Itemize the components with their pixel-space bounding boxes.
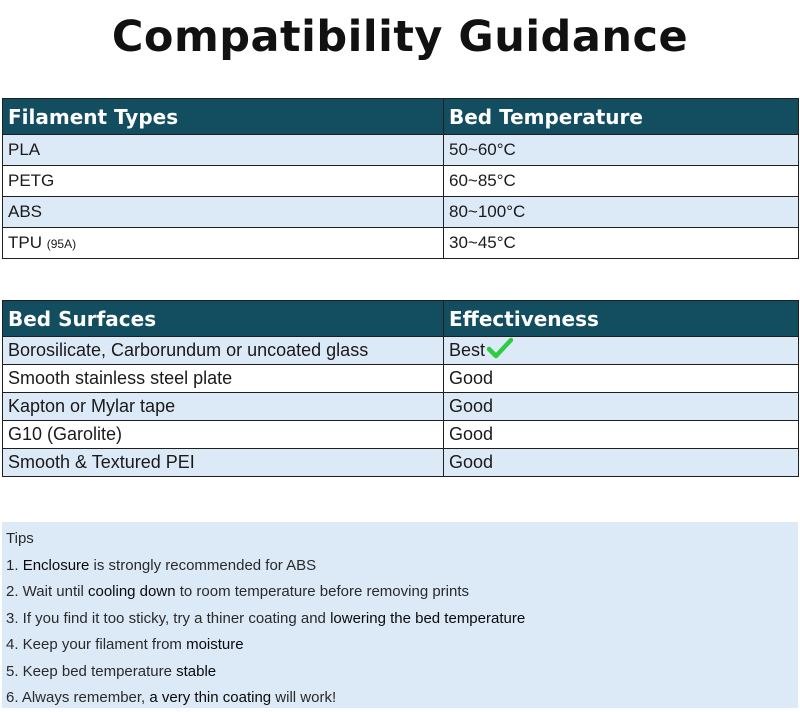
bed-temperature: 80~100°C (444, 197, 799, 228)
bed-surface-name: Smooth & Textured PEI (3, 449, 444, 477)
tips-heading: Tips (6, 530, 34, 547)
column-header-effectiveness: Effectiveness (444, 301, 799, 337)
table-row (3, 337, 799, 365)
tip-text: to room temperature before removing prints (175, 583, 470, 600)
filament-name-text: PETG (8, 171, 55, 190)
tip-item (6, 579, 794, 606)
tip-item (6, 553, 794, 580)
table-row (3, 421, 799, 449)
tip-text: 3. If you find it too sticky, try a thiner coating and (6, 609, 331, 627)
effectiveness: Good (444, 393, 799, 421)
bed-surface-name: Smooth stainless steel plate (3, 365, 444, 393)
column-header-filament-types: Filament Types (3, 99, 444, 135)
bed-surface-effectiveness-table (2, 300, 799, 477)
bed-surface-name: Borosilicate, Carborundum or uncoated glass (3, 337, 444, 365)
bed-temperature: 60~85°C (444, 166, 799, 197)
tip-text: will work! (271, 689, 337, 706)
column-header-bed-surfaces: Bed Surfaces (3, 301, 444, 337)
tip-item (6, 685, 794, 712)
filament-name (3, 197, 444, 228)
tip-item (6, 606, 794, 633)
tip-text: 4. Keep your filament from (6, 636, 187, 653)
table-row (3, 228, 799, 259)
filament-hardness-note: (95A) (46, 237, 77, 251)
tip-text: is strongly recommended for ABS (89, 556, 317, 574)
bed-temperature: 50~60°C (444, 135, 799, 166)
tip-item (6, 659, 794, 686)
filament-name-text: PLA (8, 140, 41, 159)
tip-highlight: cooling down (87, 583, 176, 600)
tip-highlight: lowering the bed temperature (330, 609, 526, 627)
table-row (3, 365, 799, 393)
filament-name (3, 135, 444, 166)
filament-name (3, 228, 444, 259)
table-row (3, 135, 799, 166)
filament-temperature-table (2, 98, 799, 259)
table-row (3, 197, 799, 228)
table-row (3, 449, 799, 477)
table-header-row (3, 301, 799, 337)
tip-text: 2. Wait until (6, 583, 88, 600)
effectiveness: Good (444, 421, 799, 449)
tip-text: 6. Always remember, (6, 689, 150, 706)
checkmark-icon (487, 337, 513, 359)
tip-item (6, 632, 794, 659)
tip-highlight: a very thin coating (149, 689, 272, 706)
effectiveness: Good (444, 449, 799, 477)
tip-text: 5. Keep bed temperature (6, 662, 177, 680)
filament-name-text: TPU (8, 233, 47, 252)
effectiveness-text: Best (449, 340, 486, 360)
effectiveness (444, 337, 799, 365)
bed-surface-name: Kapton or Mylar tape (3, 393, 444, 421)
table-row (3, 393, 799, 421)
bed-temperature: 30~45°C (444, 228, 799, 259)
bed-surface-name: G10 (Garolite) (3, 421, 444, 449)
tip-highlight: stable (176, 662, 217, 680)
filament-name (3, 166, 444, 197)
tip-highlight: Enclosure (22, 556, 90, 574)
page-title: Compatibility Guidance (111, 12, 689, 62)
tip-text: 1. (6, 556, 23, 574)
effectiveness: Good (444, 365, 799, 393)
table-header-row (3, 99, 799, 135)
filament-name-text: ABS (8, 202, 43, 221)
tip-highlight: moisture (186, 636, 244, 653)
column-header-bed-temperature: Bed Temperature (444, 99, 799, 135)
tips-box (2, 522, 798, 708)
table-row (3, 166, 799, 197)
